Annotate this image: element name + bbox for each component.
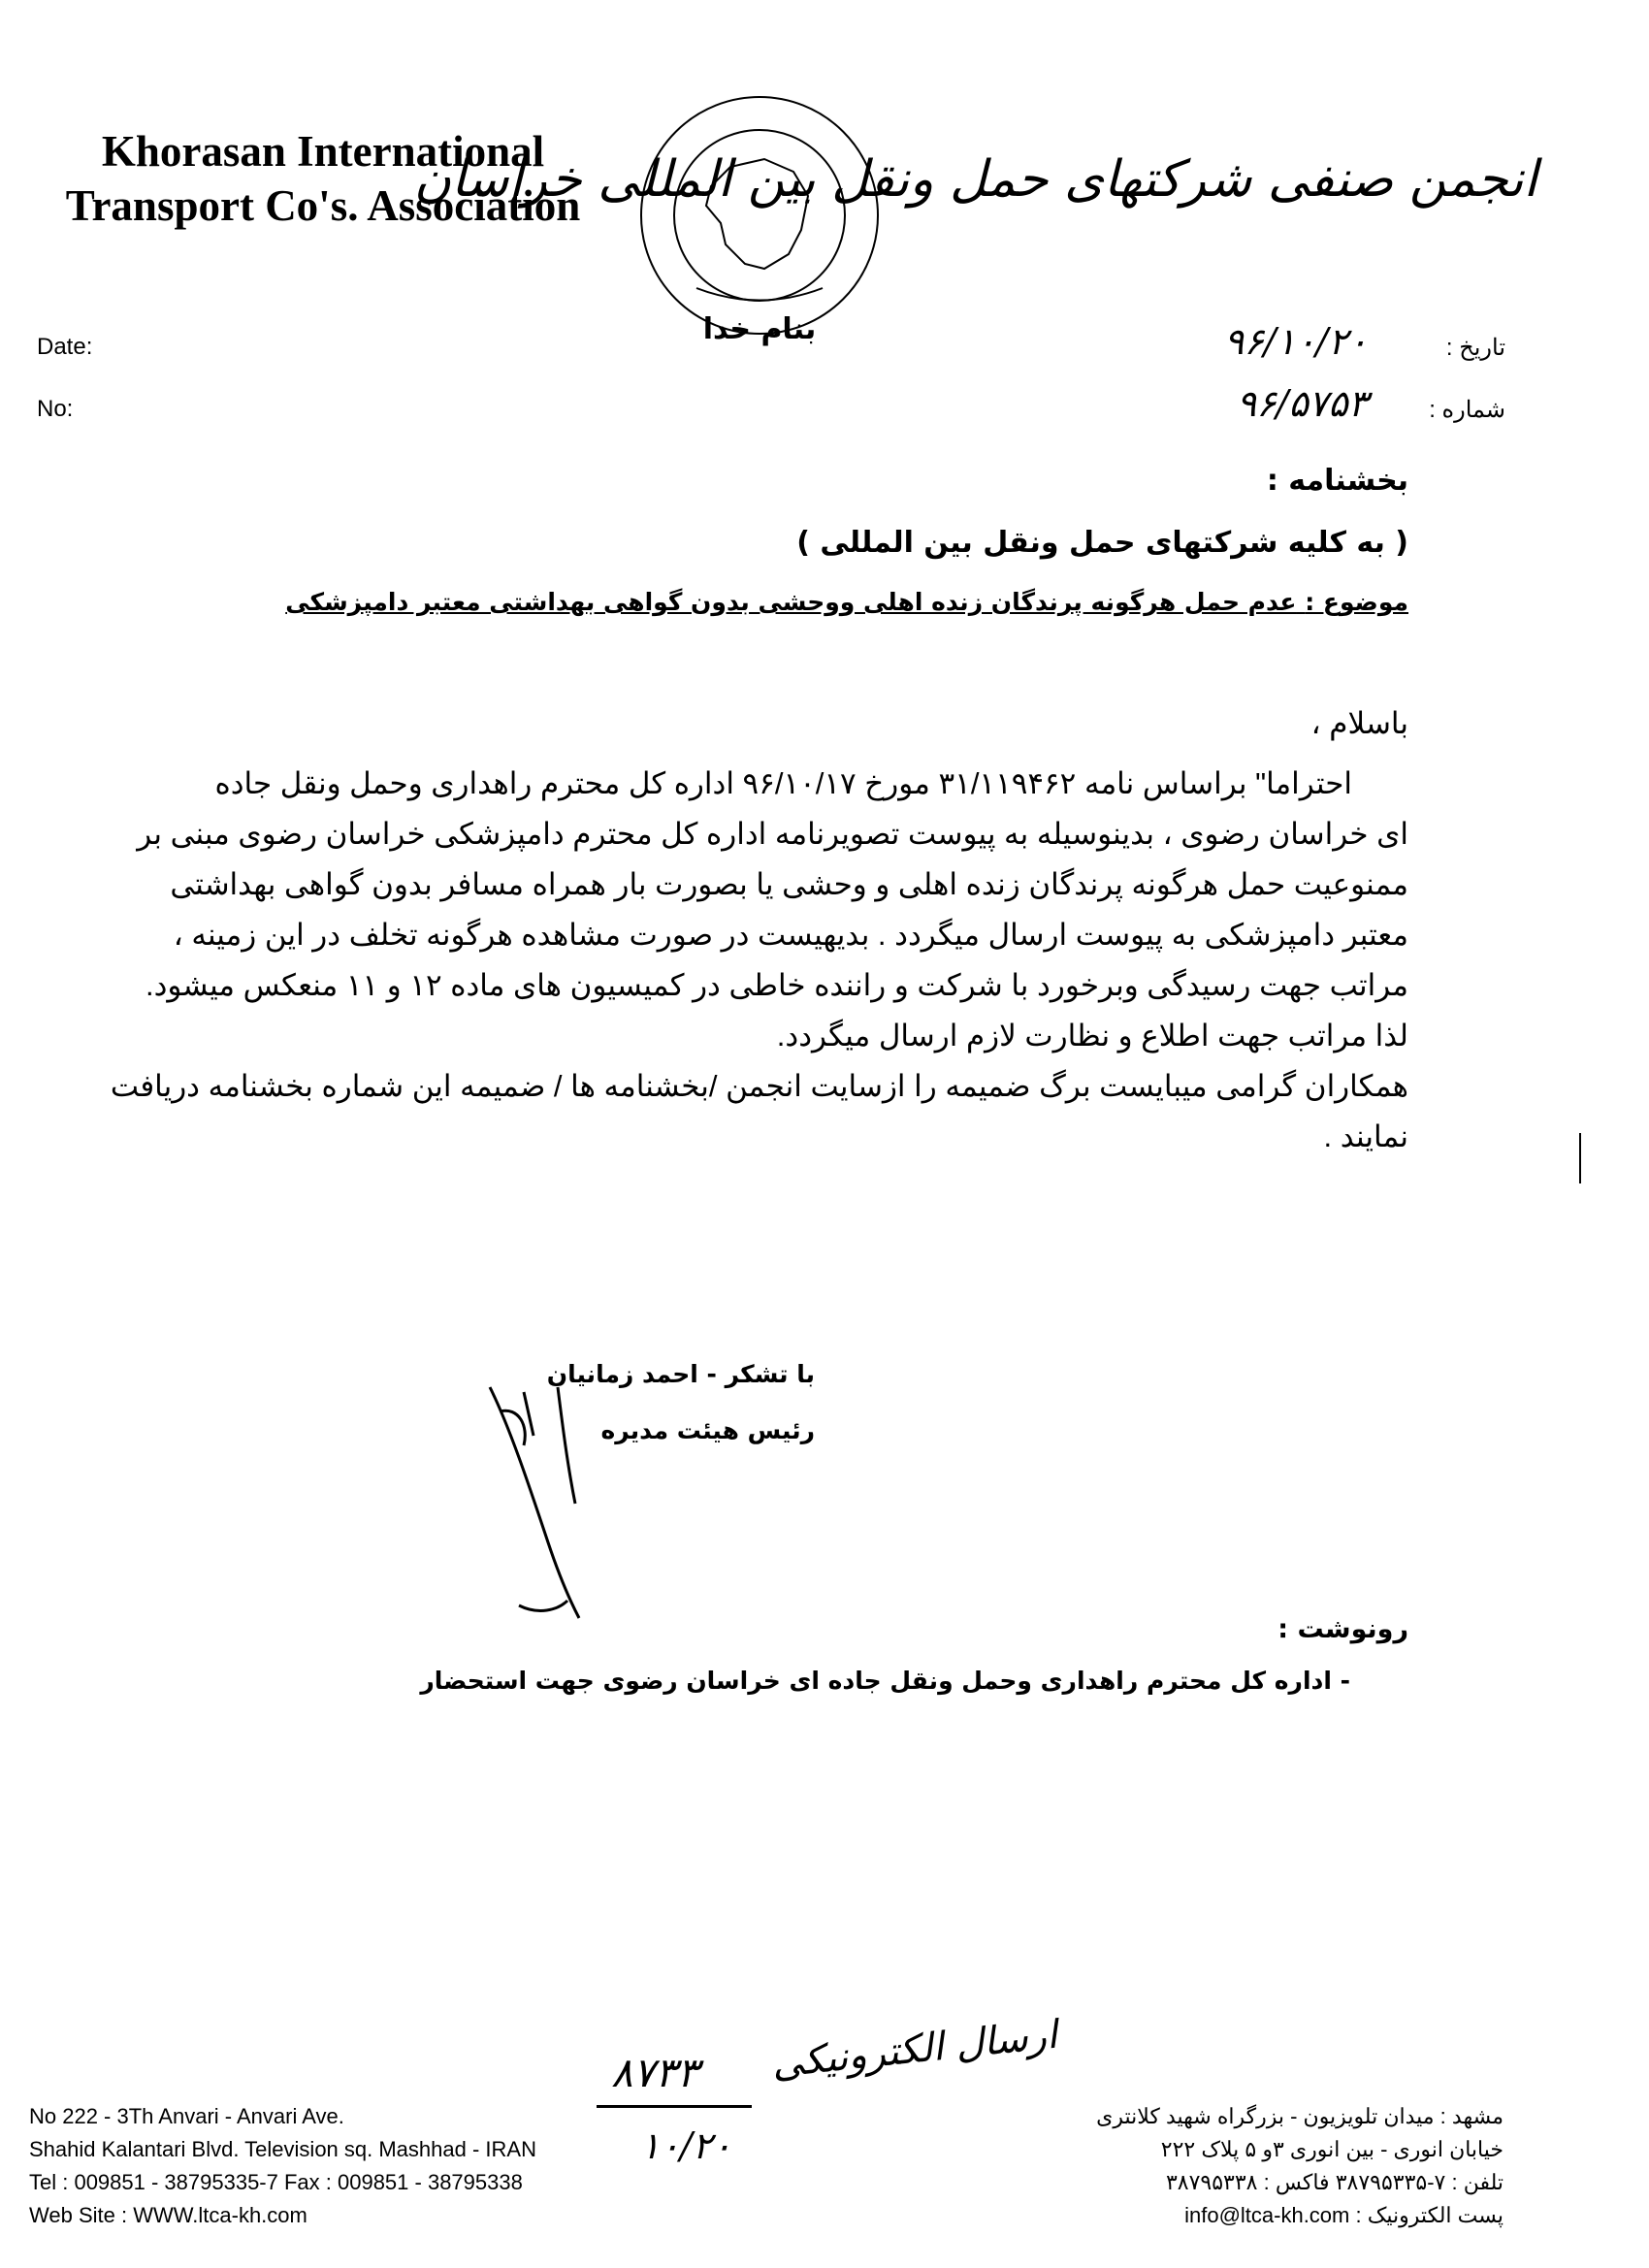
footer-fa-line: خیابان انوری - بین انوری ۳و ۵ پلاک ۲۲۲ [1160,2137,1504,2161]
body-line: معتبر دامپزشکی به پیوست ارسال میگردد . بدیهیست در صورت مشاهده هرگونه تخلف در این زمینه ، [173,918,1408,952]
scan-margin-mark [1579,1133,1581,1183]
signature-role: رئیس هیئت مدیره [600,1416,815,1444]
letterhead-title-en-line2: Transport Co's. Association [65,181,581,230]
footer-fa-line: مشهد : میدان تلویزیون - بزرگراه شهید کلانتری [1096,2104,1504,2128]
footer-address-en [29,2100,611,2232]
footer-en-line: No 222 - 3Th Anvari - Anvari Ave. [29,2104,344,2128]
date-label-fa: تاریخ : [1445,335,1505,361]
letterhead-title-fa: انجمن صنفی شرکتهای حمل ونقل بین المللی خراسان [413,150,1537,209]
cc-label: رونوشت : [1277,1614,1408,1644]
body-line: لذا مراتب جهت اطلاع و نظارت لازم ارسال میگردد. [776,1019,1408,1053]
circular-heading: بخشنامه : [1266,464,1408,498]
footer-en-line: Web Site : WWW.ltca-kh.com [29,2203,307,2227]
body-line: همکاران گرامی میبایست برگ ضمیمه را ازسایت انجمن /بخشنامه ها / ضمیمه این شماره بخشنامه دریافت [110,1069,1408,1103]
body-line: مراتب جهت رسیدگی وبرخورد با شرکت و راننده خاطی در کمیسیون های ماده ۱۲ و ۱۱ منعکس میشود. [145,968,1408,1002]
body-line: ممنوعیت حمل هرگونه پرندگان زنده اهلی و وحشی یا بصورت بار همراه مسافر بدون گواهی بهداشتی [170,867,1408,901]
subject-text: عدم حمل هرگونه پرندگان زنده اهلی ووحشی بدون گواهی بهداشتی معتبر دامپزشکی [285,588,1297,616]
body-line: نمایند . [1323,1119,1408,1153]
number-label-en: No: [37,396,74,422]
body-paragraph [110,759,1408,1162]
body-line: ای خراسان رضوی ، بدینوسیله به پیوست تصویرنامه اداره کل محترم دامپزشکی خراسان رضوی مبنی بر [137,817,1408,851]
footer-en-line: Shahid Kalantari Blvd. Television sq. Mashhad - IRAN [29,2137,536,2161]
footer-address-fa [1048,2100,1504,2232]
recipients-heading: ( به کلیه شرکتهای حمل ونقل بین المللی ) [796,526,1408,560]
footer-fa-line: پست الکترونیک : info@ltca-kh.com [1184,2203,1504,2227]
date-label-en: Date: [37,334,93,360]
letterhead-title-en-line1: Khorasan International [101,127,545,176]
footer-fa-line: تلفن : ۷-۳۸۷۹۵۳۳۵ فاکس : ۳۸۷۹۵۳۳۸ [1165,2170,1504,2194]
invocation: بنام خدا [702,312,817,346]
handwritten-signature-image [470,1368,611,1630]
date-value: ۹۶/۱۰/۲۰ [1223,320,1368,363]
subject-line [285,588,1408,616]
subject-label: موضوع : [1305,588,1408,616]
body-line: احتراما" براساس نامه ۳۱/۱۱۹۴۶۲ مورخ ۹۶/۱۰/۱۷ اداره کل محترم راهداری وحمل ونقل جاده [214,766,1352,800]
handwritten-note: ارسال الکترونیکی [769,2012,1059,2088]
handwritten-number: ۸۷۳۳ [611,2049,699,2096]
greeting: باسلام ، [1310,706,1408,740]
handwritten-underline [597,2105,752,2108]
signature-thanks: با تشکر - احمد زمانیان [546,1360,815,1388]
handwritten-date: ۱۰/۲۰ [640,2124,732,2167]
footer-en-line: Tel : 009851 - 38795335-7 Fax : 009851 - 38795338 [29,2170,523,2194]
number-value: ۹۶/۵۷۵۳ [1236,382,1368,425]
number-label-fa: شماره : [1429,397,1505,423]
cc-item: - اداره کل محترم راهداری وحمل ونقل جاده ای خراسان رضوی جهت استحضار [420,1667,1350,1695]
